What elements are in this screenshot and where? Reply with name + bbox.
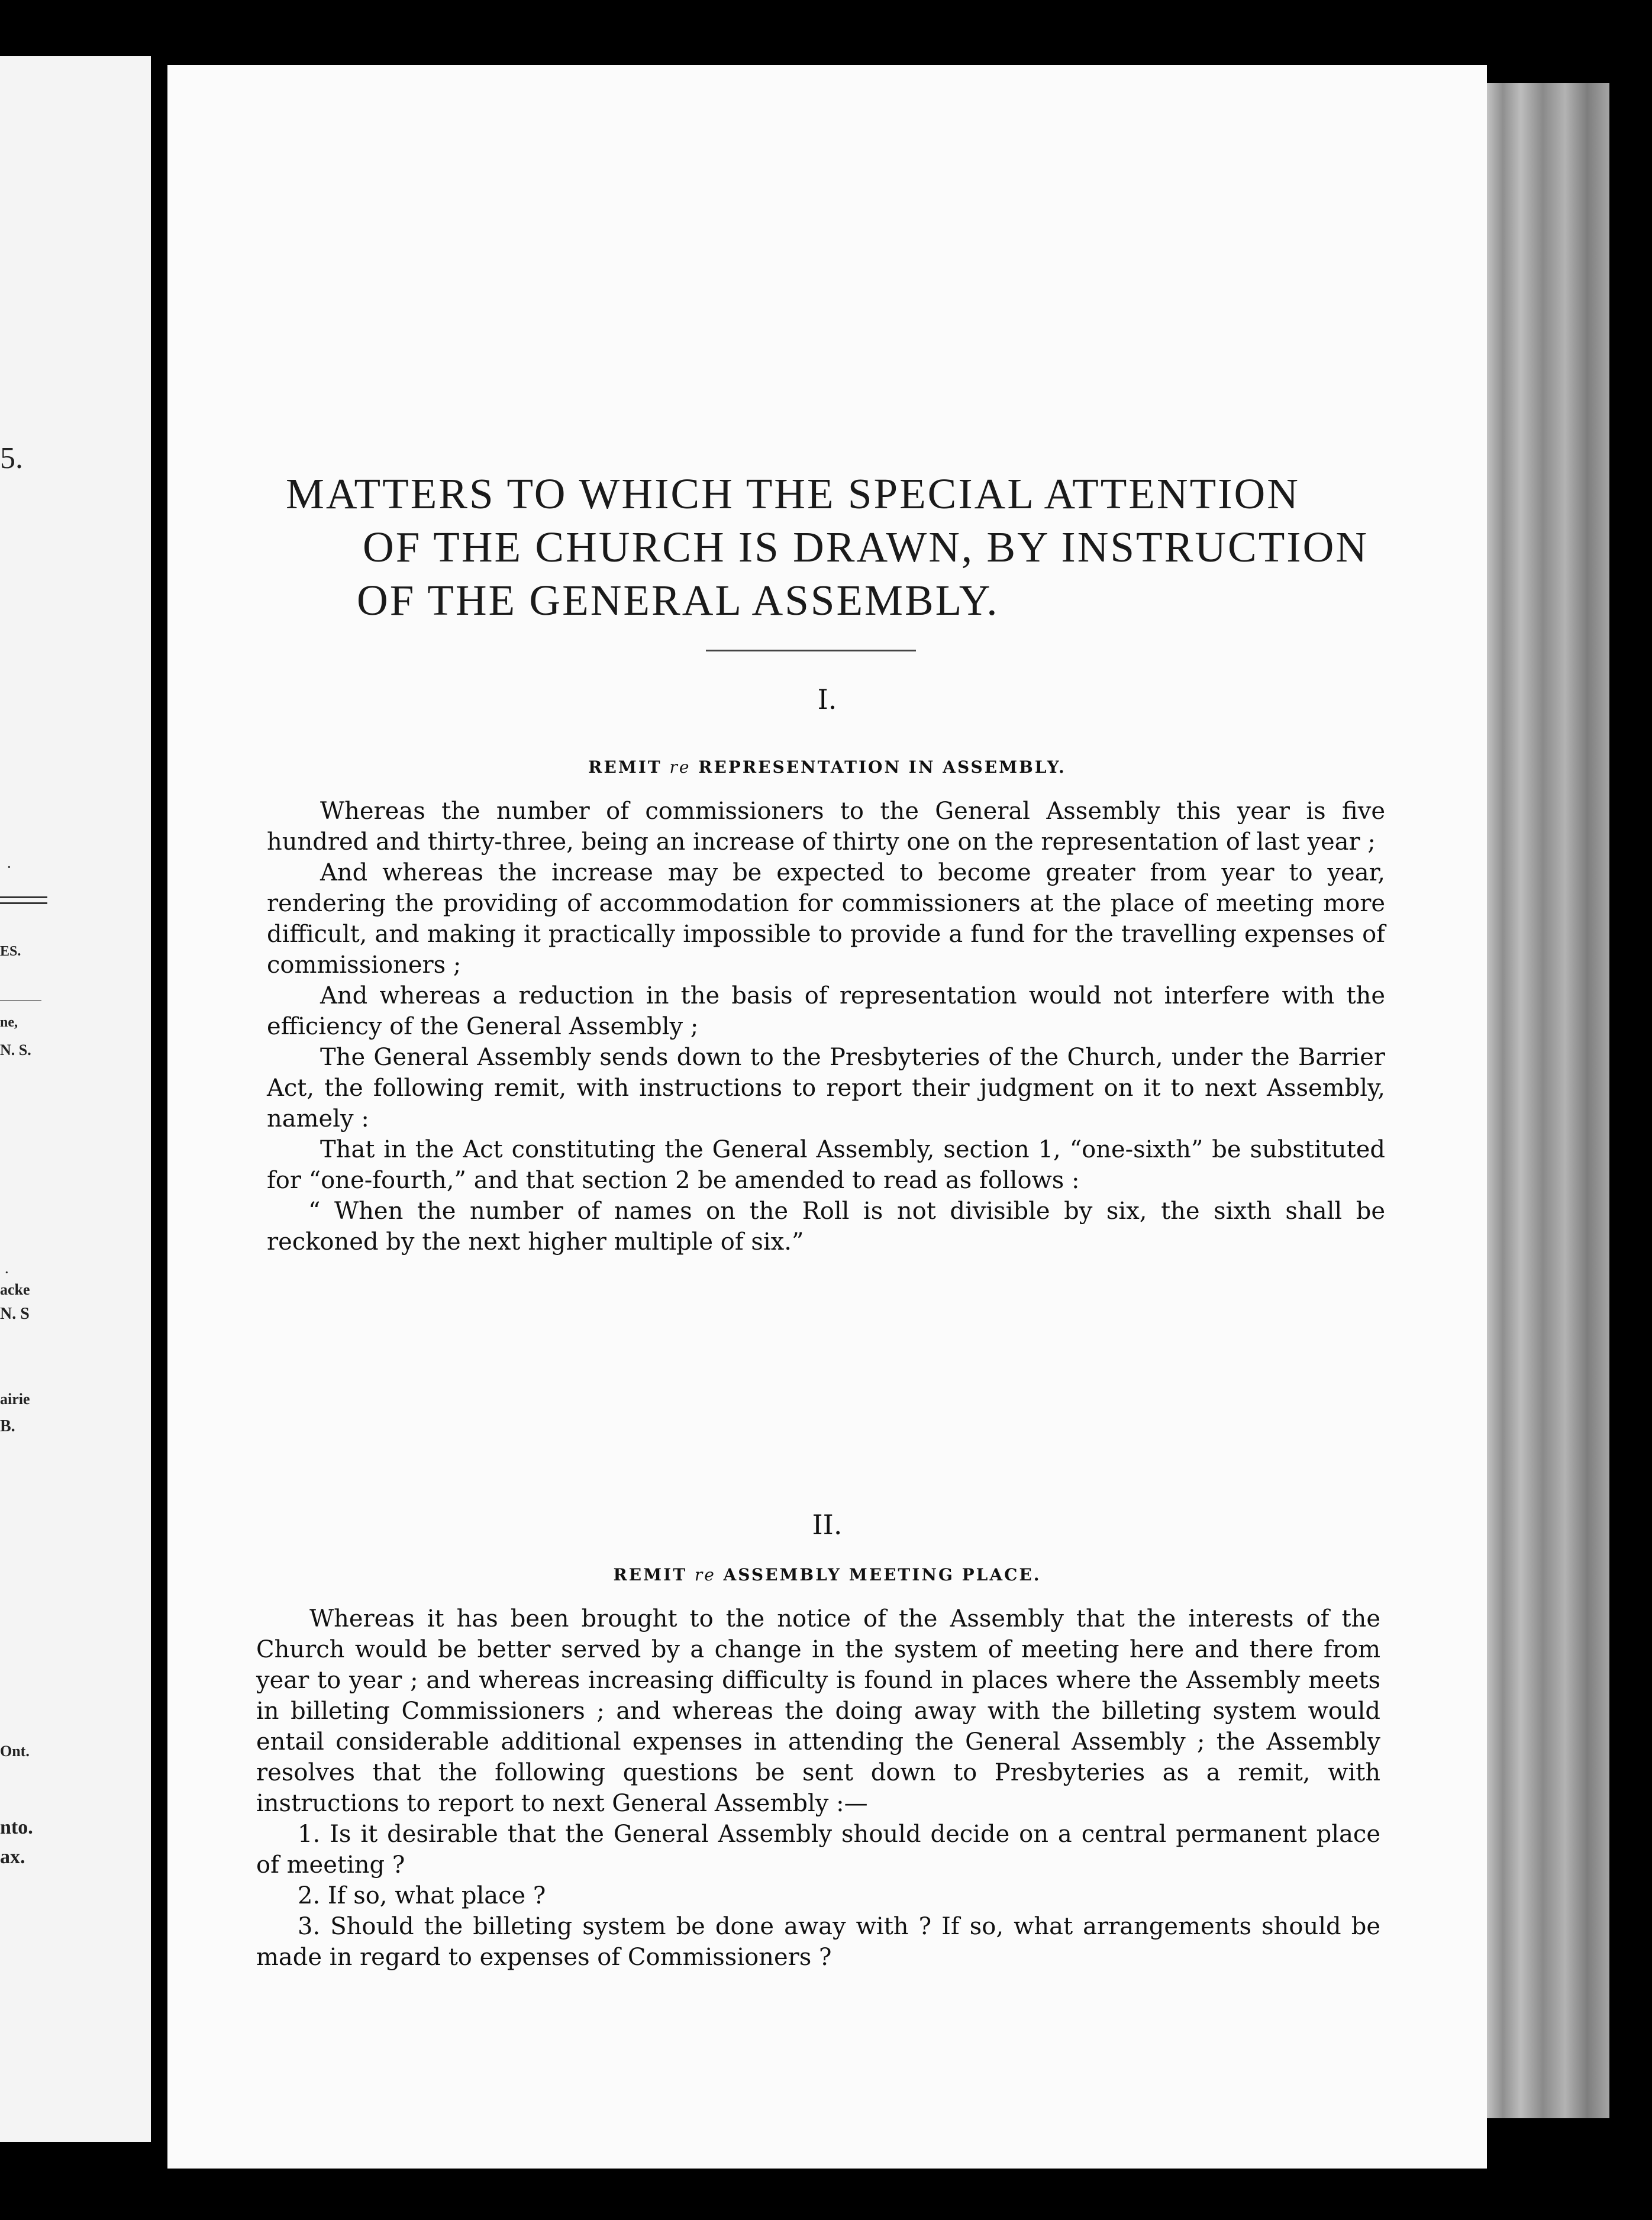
section-2-body bbox=[256, 1603, 1380, 1973]
left-page-fragment: N. S bbox=[0, 1305, 30, 1323]
section-1-heading-re: re bbox=[669, 757, 691, 777]
section-2-number: II. bbox=[812, 1509, 843, 1541]
section-1-heading-post: REPRESENTATION IN ASSEMBLY. bbox=[698, 757, 1066, 777]
left-page-fragment: B. bbox=[0, 1417, 15, 1435]
left-page-fragment: N. S. bbox=[0, 1041, 31, 1059]
section-2-paragraph: Whereas it has been brought to the notice of the Assembly that the interests of the Church would be better served by a change in the system of meeting here and there from year to year ; and whereas increasing difficulty is found in places where the Assembly meets in billeting Commissioners ; and whereas the doing away with the billeting system would entail considerable additional expenses in attending the General Assembly ; the Assembly resolves that the following questions be sent down to Presbyteries as a remit, with instructions to report to next General Assembly :— bbox=[256, 1605, 1380, 1817]
left-page-fragment: ES. bbox=[0, 944, 21, 959]
section-2-question: 3. Should the billeting system be done away with ? If so, what arrangements should be made in regard to expenses of Commissioners ? bbox=[256, 1913, 1380, 1971]
document-page bbox=[167, 65, 1487, 2169]
title-line: OF THE GENERAL ASSEMBLY. bbox=[357, 576, 999, 624]
left-page-fragment: ne, bbox=[0, 1015, 18, 1030]
section-2-heading-post: ASSEMBLY MEETING PLACE. bbox=[723, 1565, 1041, 1585]
left-page-fragment: Ont. bbox=[0, 1743, 30, 1760]
section-2-heading-re: re bbox=[694, 1565, 716, 1585]
section-1-body bbox=[267, 796, 1385, 1257]
section-1-number: I. bbox=[817, 683, 837, 715]
section-2-question: 2. If so, what place ? bbox=[298, 1882, 546, 1909]
left-page-fragment: nto. bbox=[0, 1816, 33, 1838]
left-page-fragment: 5. bbox=[0, 441, 23, 475]
section-2-question: 1. Is it desirable that the General Assembly should decide on a central permanent place of meeting ? bbox=[256, 1821, 1380, 1879]
left-page-rule bbox=[0, 902, 47, 904]
title-line: OF THE CHURCH IS DRAWN, BY INSTRUCTION bbox=[363, 523, 1369, 571]
section-1-paragraph: And whereas the increase may be expected to become greater from year to year, rendering the providing of accommodation for commissioners at the place of meeting more difficult, and making it practically impossible to provide a fund for the travelling expenses of commissioners ; bbox=[267, 859, 1385, 979]
title-divider bbox=[706, 650, 916, 651]
section-1-paragraph: That in the Act constituting the General Assembly, section 1, “one-sixth” be substituted for “one-fourth,” and that section 2 be amended to read as follows : bbox=[267, 1136, 1385, 1194]
section-2-heading-pre: REMIT bbox=[613, 1565, 688, 1585]
section-1-heading-pre: REMIT bbox=[588, 757, 662, 777]
left-facing-page bbox=[0, 56, 151, 2142]
left-page-fragment: · bbox=[7, 861, 11, 874]
left-page-rule bbox=[0, 896, 47, 898]
section-1-quote: “ When the number of names on the Roll is not divisible by six, the sixth shall be reckoned by the next higher multiple of six.” bbox=[267, 1198, 1385, 1256]
page-title bbox=[286, 467, 1558, 627]
section-1-heading bbox=[167, 757, 1487, 777]
section-2-heading bbox=[167, 1565, 1487, 1585]
section-1-paragraph: The General Assembly sends down to the Presbyteries of the Church, under the Barrier Act, the following remit, with instructions to report their judgment on it to next Assembly, namely : bbox=[267, 1044, 1385, 1132]
left-page-fragment: ax. bbox=[0, 1846, 25, 1868]
left-page-fragment: · bbox=[5, 1266, 9, 1279]
left-page-rule bbox=[0, 1000, 41, 1001]
title-line: MATTERS TO WHICH THE SPECIAL ATTENTION bbox=[286, 470, 1300, 518]
left-page-fragment: acke bbox=[0, 1281, 30, 1298]
left-page-fragment: airie bbox=[0, 1390, 30, 1408]
section-1-paragraph: And whereas a reduction in the basis of representation would not interfere with the efficiency of the General Assembly ; bbox=[267, 982, 1385, 1040]
section-1-paragraph: Whereas the number of commissioners to the General Assembly this year is five hundred and thirty-three, being an increase of thirty one on the representation of last year ; bbox=[267, 798, 1385, 856]
